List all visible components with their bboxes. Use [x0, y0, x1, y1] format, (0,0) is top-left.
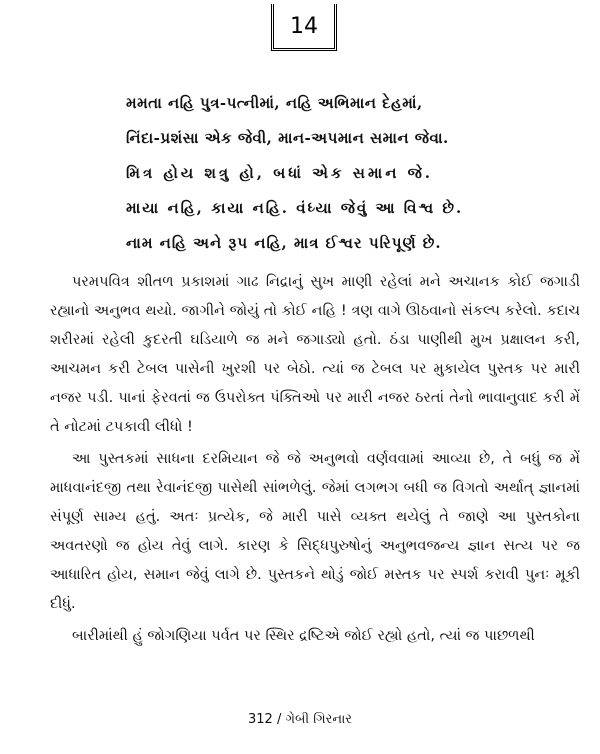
poem-line: મિત્ર હોય શત્રુ હો, બધાં એક સમાન જે.	[126, 164, 434, 182]
chapter-number: 14	[271, 4, 337, 51]
body-text	[50, 268, 580, 651]
poem-line: મમતા નહિ પુત્ર-પત્નીમાં, નહિ અભિમાન દેહમાં,	[126, 94, 423, 112]
paragraph: બારીમાંથી હું જોગણિયા પર્વત પર સ્થિર દ્રષ્ટિએ જોઈ રહ્યો હતો, ત્યાં જ પાછળથી	[72, 628, 535, 644]
poem-verse	[126, 92, 496, 267]
poem-line: નિંદા-પ્રશંસા એક જેવી, માન-અપમાન સમાન જેવા.	[126, 129, 449, 147]
paragraph: આ પુસ્તકમાં સાધના દરમિયાન જે જે અનુભવો વર્ણવવામાં આવ્યા છે, તે બધું જ મેં માધવાનંદજી તથા રેવાનંદજી પાસેથી સાંભળેલું. જેમાં લગભગ બધી જ વિગતો અર્થાત્ જ્ઞાનમાં સંપૂર્ણ સામ્ય હતું. અતઃ પ્રત્યેક, જે મારી પાસે વ્યક્ત થયેલું તે જાણે આ પુસ્તકોના અવતરણો જ હોય તેવું લાગે. કારણ કે સિદ્ધપુરુષોનું અનુભવજન્ય જ્ઞાન સત્ય પર જ આધારિત હોય, સમાન જેવું લાગે છે. પુસ્તકને થોડું જોઈ મસ્તક પર સ્પર્શ કરાવી પુનઃ મૂકી દીધું.	[50, 451, 580, 612]
poem-line: નામ નહિ અને રૂપ નહિ, માત્ર ઈશ્વર પરિપૂર્ણ છે.	[126, 234, 442, 252]
poem-line: માયા નહિ, કાયા નહિ. વંધ્યા જેવું આ વિશ્વ છે.	[126, 199, 464, 217]
paragraph: પરમપવિત્ર શીતળ પ્રકાશમાં ગાઢ નિદ્રાનું સુખ માણી રહેલાં મને અચાનક કોઈ જગાડી રહ્યાનો અનુભવ થયો. જાગીને જોયું તો કોઈ નહિ ! ત્રણ વાગે ઊઠવાનો સંકલ્પ કરેલો. કદાચ શરીરમાં રહેલી કુદરતી ઘડિયાળે જ મને જગાડ્યો હતો. ઠંડા પાણીથી મુખ પ્રક્ષાલન કરી, આચમન કરી ટેબલ પાસેની ખુરશી પર બેઠો. ત્યાં જ ટેબલ પર મુકાયેલ પુસ્તક પર મારી નજર પડી. પાનાં ફેરવતાં જ ઉપરોક્ત પંક્તિઓ પર મારી નજર ઠરતાં તેનો ભાવાનુવાદ કરી મેં તે નોટમાં ટપકાવી લીધો !	[50, 274, 580, 435]
page-footer: 312 / ગેબી ગિરનાર	[248, 712, 352, 727]
